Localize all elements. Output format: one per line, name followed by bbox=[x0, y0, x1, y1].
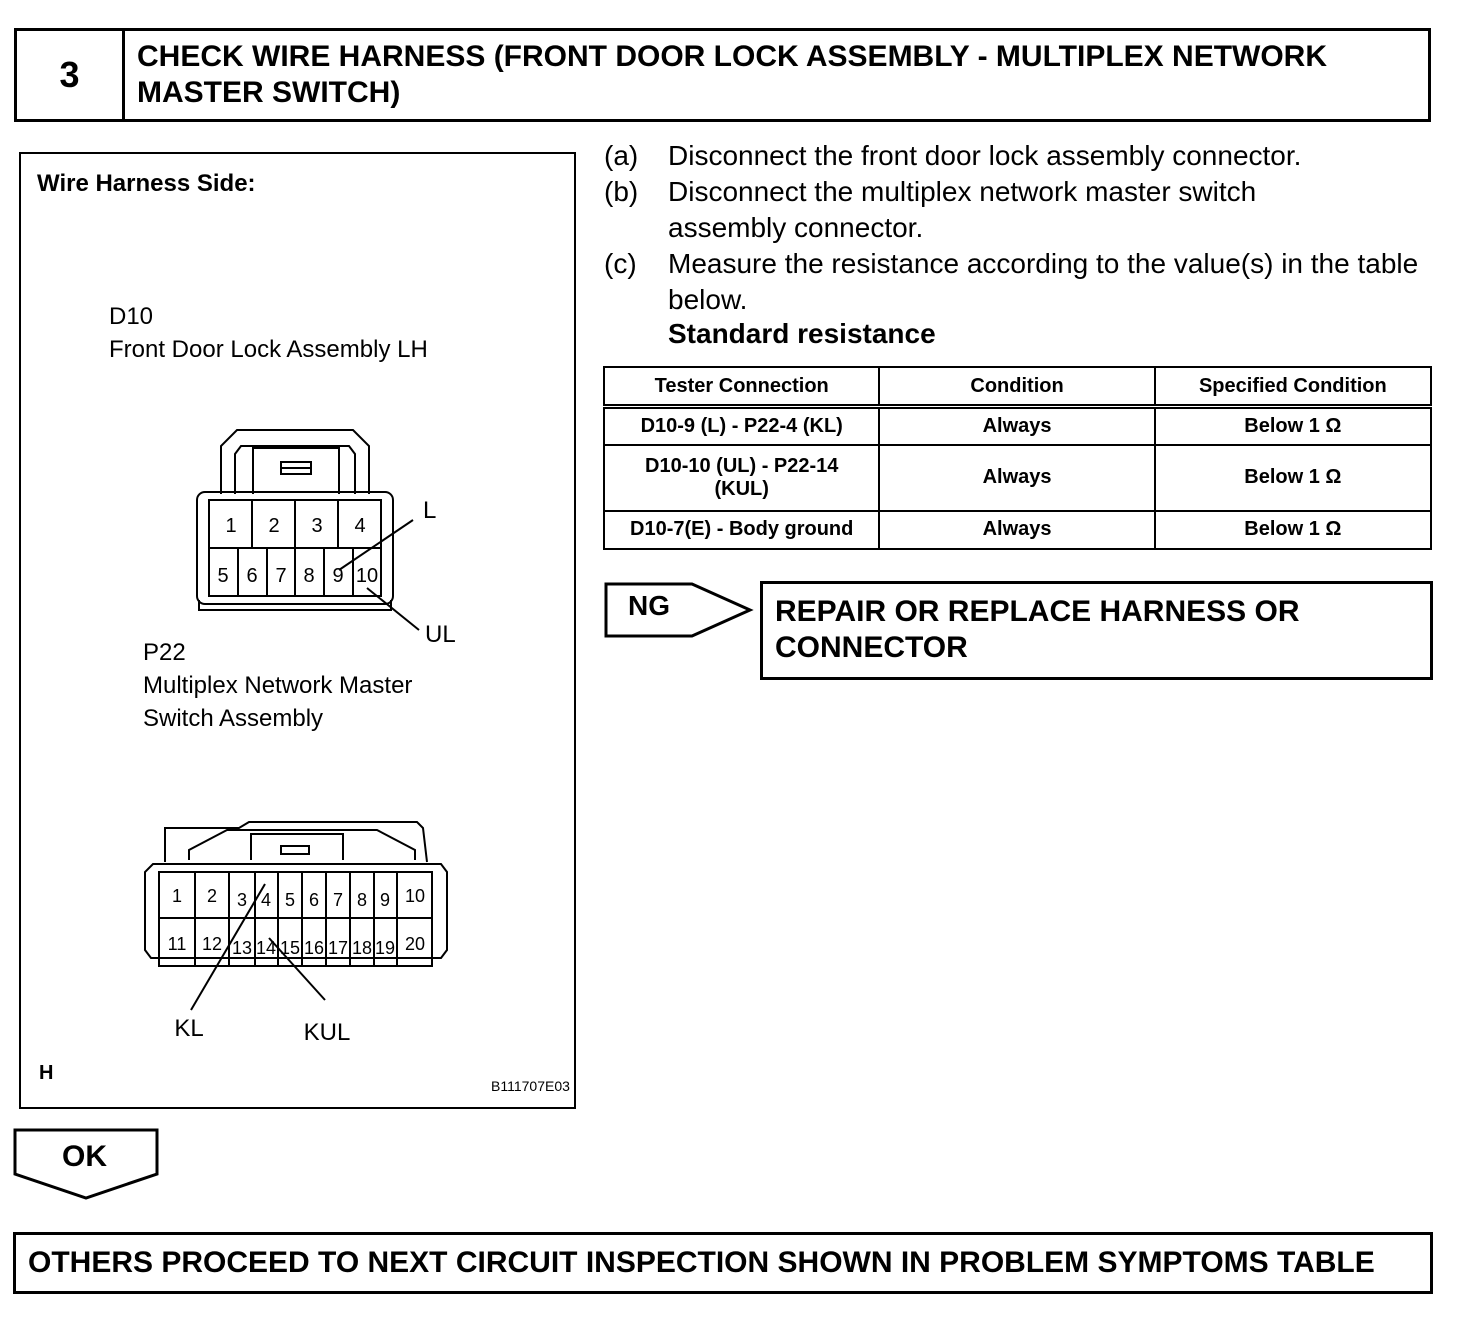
p22-pin: 5 bbox=[284, 890, 296, 910]
table-cell: Always bbox=[879, 511, 1154, 549]
column-header: Condition bbox=[879, 367, 1154, 407]
instruction-list bbox=[604, 138, 1434, 318]
d10-name: Front Door Lock Assembly LH bbox=[109, 336, 428, 363]
d10-pin: 7 bbox=[275, 565, 287, 587]
step-title: CHECK WIRE HARNESS (FRONT DOOR LOCK ASSEMBLY - MULTIPLEX NETWORK MASTER SWITCH) bbox=[137, 40, 1328, 109]
ng-label: NG bbox=[628, 590, 670, 621]
instruction-step bbox=[604, 174, 1434, 246]
table-row bbox=[604, 445, 1431, 511]
table-row bbox=[604, 407, 1431, 445]
p22-pin: 7 bbox=[332, 890, 344, 910]
callout-l: L bbox=[423, 497, 437, 524]
p22-name-line1: Multiplex Network Master bbox=[143, 672, 413, 699]
wire-harness-side-label: Wire Harness Side: bbox=[37, 170, 256, 197]
instruction-step bbox=[604, 138, 1434, 174]
table-cell: Always bbox=[879, 445, 1154, 511]
p22-pin: 3 bbox=[236, 890, 248, 910]
step-text: Disconnect the multiplex network master switch assembly connector. bbox=[668, 176, 1257, 243]
p22-pin: 9 bbox=[379, 890, 391, 910]
table-cell: Below 1 Ω bbox=[1155, 445, 1431, 511]
connector-figure bbox=[19, 152, 576, 1109]
column-header: Tester Connection bbox=[604, 367, 879, 407]
p22-pin: 20 bbox=[404, 934, 426, 954]
d10-pin: 5 bbox=[217, 565, 229, 587]
callout-ul: UL bbox=[425, 621, 456, 648]
step-text: Measure the resistance according to the value(s) in the table below. bbox=[668, 248, 1419, 315]
column-header: Specified Condition bbox=[1155, 367, 1431, 407]
table-cell: D10-9 (L) - P22-4 (KL) bbox=[604, 407, 879, 445]
table-cell: Below 1 Ω bbox=[1155, 511, 1431, 549]
p22-pin: 17 bbox=[327, 938, 349, 958]
step-text: Disconnect the front door lock assembly connector. bbox=[668, 140, 1302, 171]
d10-pin: 3 bbox=[311, 515, 323, 537]
p22-pin: 1 bbox=[171, 886, 183, 906]
table-header-row bbox=[604, 367, 1431, 407]
p22-connector-diagram bbox=[131, 814, 471, 1054]
p22-pin: 6 bbox=[308, 890, 320, 910]
p22-code: P22 bbox=[143, 639, 186, 666]
d10-pin: 6 bbox=[246, 565, 258, 587]
callout-kl: KL bbox=[174, 1015, 204, 1042]
p22-pin: 10 bbox=[404, 886, 426, 906]
p22-pin: 2 bbox=[206, 886, 218, 906]
ok-label: OK bbox=[62, 1140, 107, 1173]
ng-arrow-shape bbox=[604, 582, 754, 638]
d10-pin: 1 bbox=[225, 515, 237, 537]
p22-name-line2: Switch Assembly bbox=[143, 705, 324, 732]
callout-kul: KUL bbox=[303, 1019, 351, 1046]
d10-pin: 10 bbox=[355, 565, 379, 587]
d10-connector-diagram bbox=[181, 424, 481, 648]
standard-resistance-title: Standard resistance bbox=[668, 318, 936, 349]
d10-code: D10 bbox=[109, 303, 154, 330]
ng-action-box: REPAIR OR REPLACE HARNESS OR CONNECTOR bbox=[760, 581, 1433, 680]
d10-pin: 4 bbox=[354, 515, 366, 537]
p22-pin: 16 bbox=[303, 938, 325, 958]
corner-mark: H bbox=[39, 1062, 54, 1084]
step-label: (a) bbox=[604, 140, 639, 171]
step-header bbox=[14, 28, 1431, 122]
step-number: 3 bbox=[17, 31, 125, 119]
p22-pin: 14 bbox=[255, 938, 277, 958]
d10-pin: 9 bbox=[332, 565, 344, 587]
table-cell: Below 1 Ω bbox=[1155, 407, 1431, 445]
table-cell: Always bbox=[879, 407, 1154, 445]
p22-pin: 12 bbox=[201, 934, 223, 954]
d10-pin: 2 bbox=[268, 515, 280, 537]
figure-id: B111707E03 bbox=[491, 1078, 570, 1094]
d10-pin: 8 bbox=[303, 565, 315, 587]
p22-pin: 13 bbox=[231, 938, 253, 958]
others-next-step-box: OTHERS PROCEED TO NEXT CIRCUIT INSPECTION SHOWN IN PROBLEM SYMPTOMS TABLE bbox=[13, 1232, 1433, 1294]
table-cell: D10-10 (UL) - P22-14 (KUL) bbox=[604, 445, 879, 511]
p22-pin: 18 bbox=[351, 938, 373, 958]
p22-pin: 11 bbox=[167, 934, 187, 954]
step-label: (b) bbox=[604, 176, 639, 207]
p22-pin: 15 bbox=[279, 938, 301, 958]
p22-pin: 8 bbox=[356, 890, 368, 910]
table-cell: D10-7(E) - Body ground bbox=[604, 511, 879, 549]
table-row bbox=[604, 511, 1431, 549]
p22-pin: 19 bbox=[374, 938, 396, 958]
step-label: (c) bbox=[604, 248, 637, 279]
resistance-table bbox=[603, 366, 1432, 550]
instruction-step bbox=[604, 246, 1434, 318]
p22-pin: 4 bbox=[260, 890, 272, 910]
